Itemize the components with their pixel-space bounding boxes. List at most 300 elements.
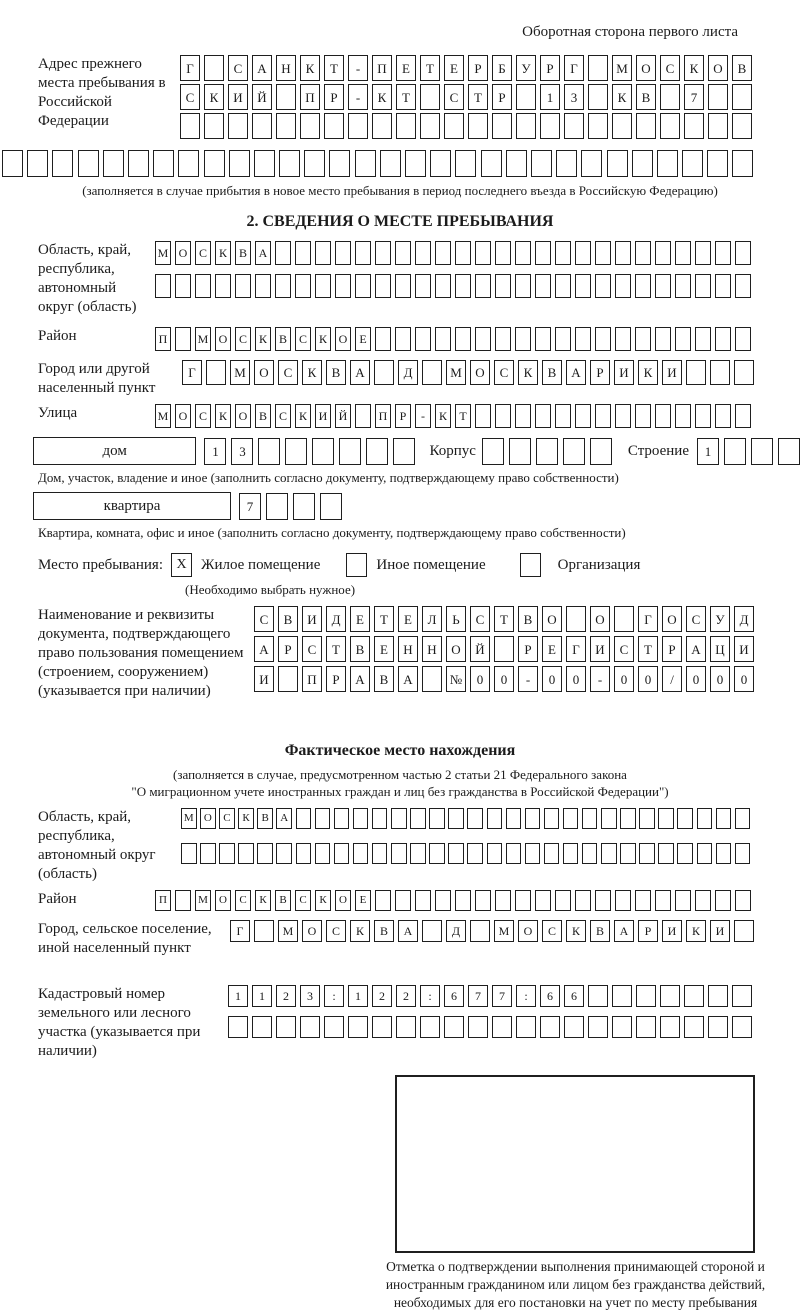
form-cell[interactable] — [639, 843, 655, 864]
form-cell[interactable]: С — [295, 890, 311, 911]
form-cell[interactable] — [355, 241, 371, 265]
form-cell[interactable] — [708, 84, 728, 110]
form-cell[interactable]: К — [295, 404, 311, 428]
form-cell[interactable]: 2 — [396, 985, 416, 1007]
form-cell[interactable]: М — [612, 55, 632, 81]
form-cell[interactable] — [204, 150, 225, 177]
form-cell[interactable]: Е — [374, 636, 394, 662]
form-cell[interactable]: О — [235, 404, 251, 428]
form-cell[interactable] — [429, 843, 445, 864]
form-cell[interactable] — [254, 150, 275, 177]
form-cell[interactable] — [375, 241, 391, 265]
form-cell[interactable] — [27, 150, 48, 177]
form-cell[interactable] — [735, 327, 751, 351]
form-cell[interactable]: В — [275, 890, 291, 911]
form-cell[interactable]: О — [636, 55, 656, 81]
form-cell[interactable] — [475, 241, 491, 265]
form-cell[interactable] — [695, 327, 711, 351]
form-cell[interactable] — [595, 327, 611, 351]
form-cell[interactable]: Й — [335, 404, 351, 428]
form-cell[interactable]: В — [235, 241, 251, 265]
form-cell[interactable] — [228, 113, 248, 139]
form-cell[interactable] — [635, 890, 651, 911]
form-cell[interactable] — [588, 84, 608, 110]
form-cell[interactable] — [563, 438, 585, 465]
form-cell[interactable]: О — [518, 920, 538, 942]
form-cell[interactable]: Н — [422, 636, 442, 662]
form-cell[interactable]: И — [734, 636, 754, 662]
form-cell[interactable] — [444, 113, 464, 139]
form-cell[interactable] — [195, 274, 211, 298]
form-cell[interactable] — [708, 113, 728, 139]
form-cell[interactable] — [391, 808, 407, 829]
form-cell[interactable] — [391, 843, 407, 864]
form-cell[interactable] — [455, 150, 476, 177]
form-cell[interactable] — [601, 843, 617, 864]
form-cell[interactable] — [735, 808, 751, 829]
form-cell[interactable]: Н — [276, 55, 296, 81]
form-cell[interactable] — [506, 150, 527, 177]
form-cell[interactable] — [595, 274, 611, 298]
form-cell[interactable] — [178, 150, 199, 177]
form-cell[interactable] — [575, 274, 591, 298]
form-cell[interactable]: К — [255, 890, 271, 911]
form-cell[interactable] — [455, 274, 471, 298]
form-cell[interactable] — [595, 890, 611, 911]
form-cell[interactable] — [335, 274, 351, 298]
form-cell[interactable] — [657, 150, 678, 177]
form-cell[interactable] — [715, 404, 731, 428]
form-cell[interactable] — [735, 241, 751, 265]
form-cell[interactable] — [515, 404, 531, 428]
form-cell[interactable] — [615, 327, 631, 351]
form-cell[interactable] — [555, 327, 571, 351]
form-cell[interactable]: 7 — [492, 985, 512, 1007]
form-cell[interactable] — [395, 274, 411, 298]
form-cell[interactable] — [697, 843, 713, 864]
form-cell[interactable] — [200, 843, 216, 864]
form-cell[interactable]: 0 — [710, 666, 730, 692]
form-cell[interactable] — [219, 843, 235, 864]
form-cell[interactable] — [639, 808, 655, 829]
form-cell[interactable] — [395, 327, 411, 351]
form-cell[interactable]: С — [228, 55, 248, 81]
form-cell[interactable] — [181, 843, 197, 864]
form-cell[interactable]: 2 — [372, 985, 392, 1007]
form-cell[interactable] — [215, 274, 231, 298]
form-cell[interactable] — [204, 113, 224, 139]
form-cell[interactable] — [229, 150, 250, 177]
form-cell[interactable] — [276, 1016, 296, 1038]
form-cell[interactable] — [335, 241, 351, 265]
form-cell[interactable] — [735, 890, 751, 911]
form-cell[interactable]: К — [566, 920, 586, 942]
form-cell[interactable] — [495, 241, 511, 265]
form-cell[interactable] — [255, 274, 271, 298]
form-cell[interactable] — [588, 1016, 608, 1038]
form-cell[interactable]: О — [470, 360, 490, 385]
form-cell[interactable] — [422, 666, 442, 692]
form-cell[interactable]: 3 — [231, 438, 253, 465]
form-cell[interactable] — [655, 404, 671, 428]
form-cell[interactable] — [575, 241, 591, 265]
form-cell[interactable] — [52, 150, 73, 177]
form-cell[interactable]: С — [295, 327, 311, 351]
form-cell[interactable]: Т — [374, 606, 394, 632]
form-cell[interactable] — [206, 360, 226, 385]
form-cell[interactable]: К — [302, 360, 322, 385]
form-cell[interactable] — [635, 274, 651, 298]
form-cell[interactable] — [320, 493, 342, 520]
form-cell[interactable] — [708, 1016, 728, 1038]
form-cell[interactable] — [555, 890, 571, 911]
form-cell[interactable]: В — [518, 606, 538, 632]
form-cell[interactable] — [372, 113, 392, 139]
form-cell[interactable]: К — [612, 84, 632, 110]
form-cell[interactable] — [258, 438, 280, 465]
form-cell[interactable] — [675, 241, 691, 265]
form-cell[interactable] — [588, 113, 608, 139]
form-cell[interactable] — [588, 985, 608, 1007]
form-cell[interactable]: А — [276, 808, 292, 829]
form-cell[interactable] — [535, 890, 551, 911]
form-cell[interactable] — [492, 1016, 512, 1038]
form-cell[interactable]: У — [516, 55, 536, 81]
form-cell[interactable] — [506, 808, 522, 829]
form-cell[interactable] — [448, 843, 464, 864]
form-cell[interactable] — [266, 493, 288, 520]
form-cell[interactable] — [348, 1016, 368, 1038]
form-cell[interactable]: П — [155, 890, 171, 911]
form-cell[interactable] — [595, 241, 611, 265]
form-cell[interactable] — [487, 808, 503, 829]
form-cell[interactable] — [695, 274, 711, 298]
form-cell[interactable]: А — [398, 920, 418, 942]
form-cell[interactable]: И — [614, 360, 634, 385]
form-cell[interactable] — [563, 843, 579, 864]
form-cell[interactable]: О — [200, 808, 216, 829]
form-cell[interactable] — [715, 890, 731, 911]
form-cell[interactable]: О — [254, 360, 274, 385]
form-cell[interactable] — [415, 241, 431, 265]
form-cell[interactable]: У — [710, 606, 730, 632]
form-cell[interactable] — [716, 843, 732, 864]
form-cell[interactable]: В — [636, 84, 656, 110]
form-cell[interactable]: - — [590, 666, 610, 692]
form-cell[interactable]: О — [708, 55, 728, 81]
form-cell[interactable] — [204, 55, 224, 81]
form-cell[interactable]: / — [662, 666, 682, 692]
form-cell[interactable] — [582, 808, 598, 829]
form-cell[interactable]: 3 — [300, 985, 320, 1007]
form-cell[interactable] — [655, 890, 671, 911]
form-cell[interactable] — [355, 404, 371, 428]
form-cell[interactable] — [636, 985, 656, 1007]
form-cell[interactable] — [278, 666, 298, 692]
form-cell[interactable]: О — [175, 404, 191, 428]
form-cell[interactable] — [582, 843, 598, 864]
form-cell[interactable]: М — [230, 360, 250, 385]
form-cell[interactable] — [544, 808, 560, 829]
form-cell[interactable] — [374, 360, 394, 385]
form-cell[interactable] — [420, 113, 440, 139]
form-cell[interactable] — [515, 890, 531, 911]
form-cell[interactable] — [495, 404, 511, 428]
form-cell[interactable]: - — [348, 84, 368, 110]
form-cell[interactable] — [304, 150, 325, 177]
form-cell[interactable] — [415, 890, 431, 911]
form-cell[interactable] — [257, 843, 273, 864]
form-cell[interactable] — [448, 808, 464, 829]
form-cell[interactable]: Й — [252, 84, 272, 110]
form-cell[interactable]: К — [315, 327, 331, 351]
form-cell[interactable] — [615, 274, 631, 298]
form-cell[interactable] — [575, 404, 591, 428]
form-cell[interactable] — [293, 493, 315, 520]
form-cell[interactable] — [366, 438, 388, 465]
form-cell[interactable]: Т — [324, 55, 344, 81]
form-cell[interactable]: С — [542, 920, 562, 942]
form-cell[interactable]: В — [257, 808, 273, 829]
form-cell[interactable]: В — [278, 606, 298, 632]
form-cell[interactable]: А — [350, 666, 370, 692]
form-cell[interactable] — [312, 438, 334, 465]
form-cell[interactable] — [175, 890, 191, 911]
form-cell[interactable] — [590, 438, 612, 465]
form-cell[interactable] — [658, 843, 674, 864]
form-cell[interactable]: К — [315, 890, 331, 911]
form-cell[interactable] — [475, 404, 491, 428]
form-cell[interactable]: 0 — [566, 666, 586, 692]
form-cell[interactable]: К — [215, 241, 231, 265]
form-cell[interactable]: В — [350, 636, 370, 662]
form-cell[interactable] — [475, 327, 491, 351]
form-cell[interactable]: И — [228, 84, 248, 110]
form-cell[interactable]: № — [446, 666, 466, 692]
form-cell[interactable] — [353, 843, 369, 864]
form-cell[interactable] — [252, 1016, 272, 1038]
form-cell[interactable]: О — [335, 327, 351, 351]
form-cell[interactable] — [732, 113, 752, 139]
form-cell[interactable] — [279, 150, 300, 177]
form-cell[interactable]: Г — [182, 360, 202, 385]
form-cell[interactable] — [495, 890, 511, 911]
form-cell[interactable]: Р — [518, 636, 538, 662]
form-cell[interactable] — [455, 890, 471, 911]
form-cell[interactable] — [396, 113, 416, 139]
form-cell[interactable] — [660, 84, 680, 110]
form-cell[interactable]: Р — [468, 55, 488, 81]
form-cell[interactable] — [555, 404, 571, 428]
form-cell[interactable] — [516, 1016, 536, 1038]
form-cell[interactable] — [444, 1016, 464, 1038]
form-cell[interactable] — [103, 150, 124, 177]
form-cell[interactable]: Б — [492, 55, 512, 81]
organization-checkbox[interactable] — [520, 553, 541, 577]
form-cell[interactable]: И — [315, 404, 331, 428]
form-cell[interactable] — [655, 327, 671, 351]
form-cell[interactable] — [555, 274, 571, 298]
form-cell[interactable]: - — [348, 55, 368, 81]
form-cell[interactable] — [353, 808, 369, 829]
form-cell[interactable]: Р — [540, 55, 560, 81]
form-cell[interactable] — [235, 274, 251, 298]
form-cell[interactable] — [612, 985, 632, 1007]
form-cell[interactable]: Л — [422, 606, 442, 632]
form-cell[interactable] — [635, 241, 651, 265]
form-cell[interactable] — [612, 1016, 632, 1038]
form-cell[interactable] — [715, 241, 731, 265]
form-cell[interactable]: С — [302, 636, 322, 662]
form-cell[interactable] — [355, 274, 371, 298]
form-cell[interactable] — [515, 274, 531, 298]
form-cell[interactable]: С — [235, 327, 251, 351]
form-cell[interactable]: 1 — [252, 985, 272, 1007]
form-cell[interactable] — [405, 150, 426, 177]
form-cell[interactable]: А — [398, 666, 418, 692]
form-cell[interactable] — [285, 438, 307, 465]
form-cell[interactable] — [180, 113, 200, 139]
form-cell[interactable] — [296, 808, 312, 829]
form-cell[interactable]: Е — [398, 606, 418, 632]
form-cell[interactable] — [581, 150, 602, 177]
form-cell[interactable]: К — [686, 920, 706, 942]
form-cell[interactable] — [516, 84, 536, 110]
form-cell[interactable] — [564, 113, 584, 139]
form-cell[interactable] — [435, 890, 451, 911]
form-cell[interactable]: Т — [326, 636, 346, 662]
form-cell[interactable]: К — [518, 360, 538, 385]
form-cell[interactable] — [525, 843, 541, 864]
form-cell[interactable]: 0 — [614, 666, 634, 692]
form-cell[interactable] — [615, 890, 631, 911]
form-cell[interactable]: О — [302, 920, 322, 942]
form-cell[interactable]: Т — [494, 606, 514, 632]
form-cell[interactable] — [675, 890, 691, 911]
form-cell[interactable]: С — [195, 404, 211, 428]
form-cell[interactable] — [566, 606, 586, 632]
form-cell[interactable] — [675, 274, 691, 298]
form-cell[interactable] — [276, 113, 296, 139]
form-cell[interactable]: 6 — [540, 985, 560, 1007]
form-cell[interactable]: П — [372, 55, 392, 81]
form-cell[interactable]: Г — [638, 606, 658, 632]
form-cell[interactable]: М — [155, 404, 171, 428]
form-cell[interactable] — [732, 84, 752, 110]
form-cell[interactable]: С — [470, 606, 490, 632]
form-cell[interactable] — [695, 404, 711, 428]
form-cell[interactable] — [329, 150, 350, 177]
form-cell[interactable]: С — [614, 636, 634, 662]
form-cell[interactable] — [415, 327, 431, 351]
form-cell[interactable]: М — [195, 327, 211, 351]
form-cell[interactable]: А — [686, 636, 706, 662]
form-cell[interactable]: М — [181, 808, 197, 829]
form-cell[interactable]: А — [566, 360, 586, 385]
form-cell[interactable] — [516, 113, 536, 139]
form-cell[interactable]: 2 — [276, 985, 296, 1007]
form-cell[interactable]: А — [254, 636, 274, 662]
form-cell[interactable]: 7 — [239, 493, 261, 520]
house-box[interactable]: дом — [33, 437, 196, 465]
form-cell[interactable]: И — [254, 666, 274, 692]
form-cell[interactable]: В — [542, 360, 562, 385]
form-cell[interactable] — [732, 985, 752, 1007]
form-cell[interactable] — [470, 920, 490, 942]
form-cell[interactable]: 7 — [684, 84, 704, 110]
form-cell[interactable] — [275, 274, 291, 298]
form-cell[interactable]: : — [324, 985, 344, 1007]
form-cell[interactable] — [276, 84, 296, 110]
form-cell[interactable] — [686, 360, 706, 385]
form-cell[interactable] — [515, 241, 531, 265]
form-cell[interactable] — [375, 890, 391, 911]
form-cell[interactable] — [636, 113, 656, 139]
form-cell[interactable] — [339, 438, 361, 465]
form-cell[interactable]: - — [518, 666, 538, 692]
form-cell[interactable]: Г — [180, 55, 200, 81]
form-cell[interactable] — [620, 843, 636, 864]
form-cell[interactable] — [410, 808, 426, 829]
form-cell[interactable]: М — [494, 920, 514, 942]
form-cell[interactable] — [564, 1016, 584, 1038]
form-cell[interactable]: 3 — [564, 84, 584, 110]
form-cell[interactable]: Д — [446, 920, 466, 942]
form-cell[interactable]: К — [638, 360, 658, 385]
form-cell[interactable]: О — [215, 890, 231, 911]
form-cell[interactable]: К — [435, 404, 451, 428]
form-cell[interactable] — [607, 150, 628, 177]
form-cell[interactable]: Д — [734, 606, 754, 632]
form-cell[interactable] — [601, 808, 617, 829]
form-cell[interactable]: С — [180, 84, 200, 110]
form-cell[interactable] — [482, 438, 504, 465]
form-cell[interactable] — [455, 241, 471, 265]
form-cell[interactable] — [128, 150, 149, 177]
form-cell[interactable]: К — [350, 920, 370, 942]
form-cell[interactable] — [495, 274, 511, 298]
form-cell[interactable]: П — [375, 404, 391, 428]
form-cell[interactable] — [684, 985, 704, 1007]
form-cell[interactable] — [422, 920, 442, 942]
form-cell[interactable]: О — [662, 606, 682, 632]
form-cell[interactable]: С — [660, 55, 680, 81]
form-cell[interactable]: Р — [324, 84, 344, 110]
form-cell[interactable] — [315, 843, 331, 864]
form-cell[interactable]: К — [215, 404, 231, 428]
form-cell[interactable]: Е — [355, 890, 371, 911]
form-cell[interactable] — [707, 150, 728, 177]
form-cell[interactable] — [660, 1016, 680, 1038]
form-cell[interactable]: Е — [350, 606, 370, 632]
form-cell[interactable]: С — [254, 606, 274, 632]
form-cell[interactable] — [395, 241, 411, 265]
form-cell[interactable]: С — [326, 920, 346, 942]
form-cell[interactable]: В — [590, 920, 610, 942]
form-cell[interactable] — [228, 1016, 248, 1038]
form-cell[interactable]: Р — [590, 360, 610, 385]
form-cell[interactable] — [697, 808, 713, 829]
form-cell[interactable]: С — [275, 404, 291, 428]
form-cell[interactable]: А — [255, 241, 271, 265]
form-cell[interactable]: С — [195, 241, 211, 265]
form-cell[interactable] — [515, 327, 531, 351]
form-cell[interactable]: Р — [395, 404, 411, 428]
form-cell[interactable] — [372, 808, 388, 829]
form-cell[interactable] — [684, 113, 704, 139]
form-cell[interactable] — [540, 113, 560, 139]
form-cell[interactable] — [677, 808, 693, 829]
